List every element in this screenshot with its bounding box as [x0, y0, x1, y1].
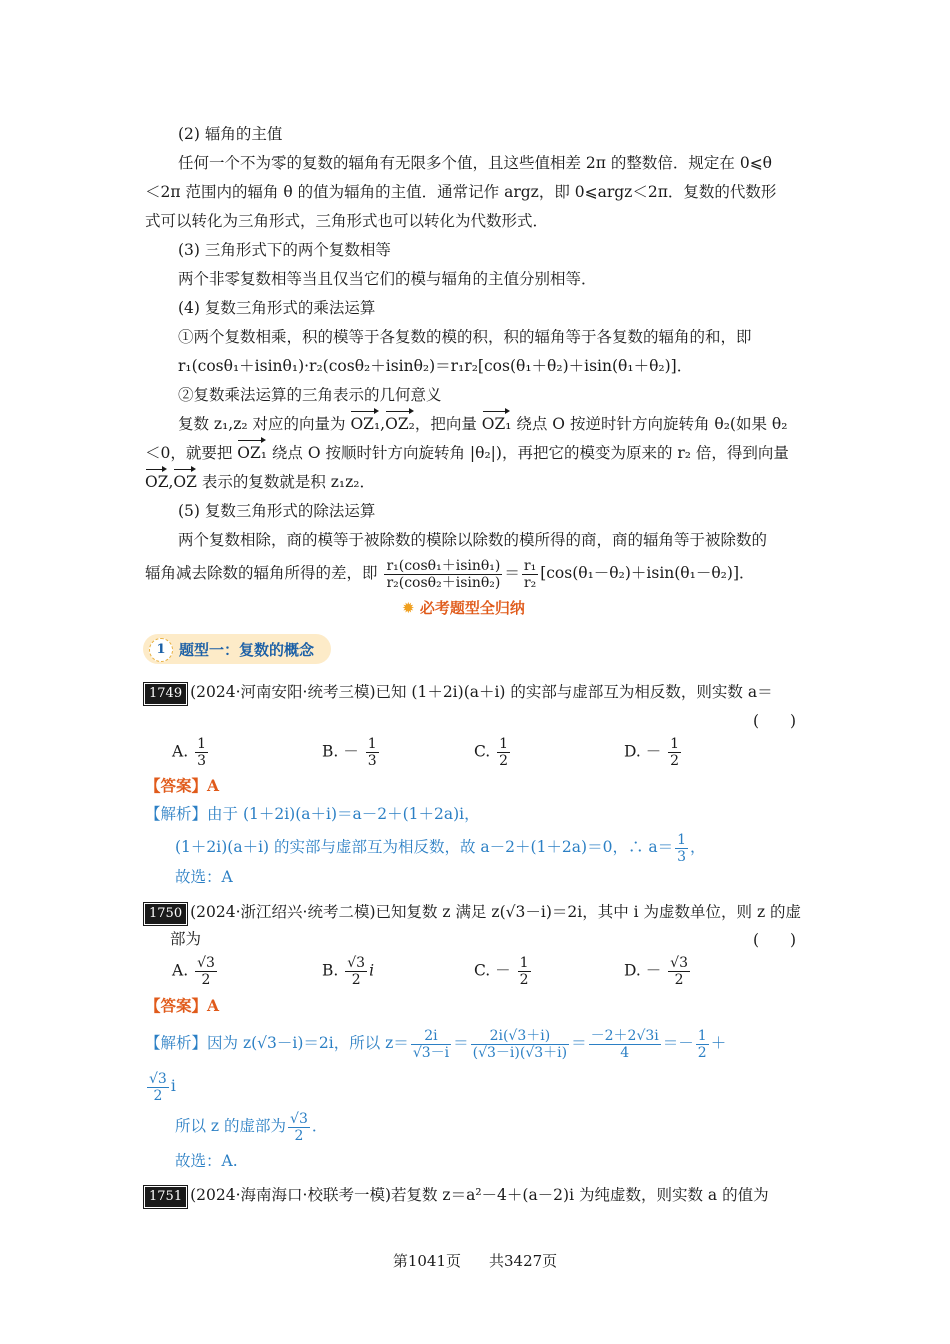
option-fraction — [195, 955, 217, 988]
vector-oz1: OZ₁ — [481, 415, 512, 433]
section-2-para-line2: ＜2π 范围内的辐角 θ 的值为辐角的主值．通常记作 argz，即 0⩽argz＜2π．复数的代数形 — [145, 183, 777, 201]
numerator: √3 — [347, 955, 366, 971]
analysis-fraction — [675, 832, 688, 865]
option-label: D. － — [624, 961, 662, 980]
question-number: 1749 — [145, 684, 186, 704]
sun-icon: ✹ — [402, 599, 415, 617]
question-1751-stem — [145, 1184, 769, 1207]
numerator: √3 — [670, 955, 688, 971]
ratio-fraction — [522, 558, 538, 591]
numerator: 1 — [499, 736, 509, 752]
equals: ＝ — [504, 564, 520, 582]
vector-oz: OZ — [173, 473, 197, 491]
option-fraction — [195, 736, 208, 769]
numerator: r₁(cosθ₁＋isinθ₁) — [386, 557, 501, 574]
option-suffix: i — [369, 961, 375, 980]
option-fraction — [366, 736, 379, 769]
numerator: 1 — [697, 1027, 707, 1044]
fraction-step3 — [589, 1028, 661, 1061]
numerator: √3 — [197, 955, 215, 971]
option-fraction — [668, 736, 681, 769]
section-4-title: (4) 复数三角形式的乘法运算 — [178, 299, 376, 317]
denominator: 3 — [367, 753, 377, 769]
division-fraction — [384, 558, 502, 591]
analysis-label: 【解析】 — [145, 805, 208, 823]
numerator: 1 — [367, 736, 377, 752]
total-pages: 共3427页 — [489, 1252, 558, 1270]
analysis-text: 由于 (1＋2i)(a＋i)＝a－2＋(1＋2a)i， — [207, 805, 480, 823]
section-4-para-line5: OZ,OZ 表示的复数就是积 z₁z₂． — [145, 473, 376, 491]
analysis-fraction — [288, 1111, 310, 1144]
vector-oz1: OZ₁ — [350, 415, 381, 433]
fraction-step2 — [471, 1028, 569, 1061]
analysis-text: ， — [690, 838, 706, 856]
vector-oz2: OZ₂ — [385, 415, 415, 433]
page-number: 第1041页 — [392, 1252, 461, 1270]
fraction-step1 — [411, 1028, 451, 1061]
question-1749-stem — [145, 681, 773, 704]
question-text: (2024·海南海口·校联考一模)若复数 z＝a²－4＋(a－2)i 为纯虚数，则实数 a 的值为 — [190, 1186, 769, 1204]
fraction-step4 — [696, 1028, 709, 1061]
analysis-text: ． — [311, 1117, 328, 1135]
question-text: (2024·河南安阳·统考三模)已知 (1＋2i)(a＋i) 的实部与虚部互为相反数，则实数 a＝ — [190, 683, 773, 701]
analysis-text: ＋ — [710, 1034, 727, 1052]
numerator: √3 — [290, 1110, 308, 1127]
section-4-para-line3: 复数 z₁,z₂ 对应的向量为 OZ₁,OZ₂，把向量 OZ₁ 绕点 O 按逆时针方向旋转角 θ₂(如果 θ₂ — [178, 415, 788, 433]
analysis-label: 【解析】 — [145, 1034, 208, 1052]
option-label: C. － — [474, 961, 511, 980]
numerator: √3 — [149, 1070, 167, 1087]
text: 辐角减去除数的辐角所得的差，即 — [145, 564, 378, 582]
choose-line: 故选：A. — [175, 1152, 238, 1170]
answer-bracket: ( ) — [753, 712, 797, 730]
section-5-para-line1: 两个复数相除，商的模等于被除数的模除以除数的模所得的商，商的辐角等于被除数的 — [178, 531, 768, 549]
question-text: (2024·浙江绍兴·统考二模)已知复数 z 满足 z(√3－i)＝2i，其中 i 为虚数单位，则 z 的虚 — [190, 903, 802, 921]
answer-bracket: ( ) — [753, 931, 797, 949]
text: ，把向量 — [414, 415, 482, 433]
text: 表示的复数就是积 z₁z₂． — [196, 473, 376, 491]
text: [cos(θ₁－θ₂)＋isin(θ₁－θ₂)]． — [540, 564, 755, 582]
option-b — [322, 955, 374, 988]
analysis-line2 — [175, 830, 706, 865]
section-3-para: 两个非零复数相等当且仅当它们的模与辐角的主值分别相等． — [178, 270, 597, 288]
section-2-title: (2) 辐角的主值 — [178, 125, 283, 143]
question-number: 1751 — [145, 1187, 186, 1207]
denominator: √3－i — [412, 1044, 450, 1061]
type-number: 1 — [149, 638, 173, 662]
option-a — [172, 955, 219, 988]
vector-oz: OZ — [145, 473, 169, 491]
numerator: r₁ — [523, 557, 537, 574]
section-4-para-line1: ①两个复数相乘，积的模等于各复数的模的积，积的辐角等于各复数的辐角的和，即 — [178, 328, 752, 346]
denominator: 2 — [153, 1087, 163, 1104]
option-c — [474, 736, 512, 769]
analysis-text: i — [170, 1077, 176, 1095]
numerator: 2i — [411, 1028, 451, 1045]
denominator: 2 — [201, 972, 211, 988]
section-4-para-line4 — [145, 442, 789, 464]
denominator: 2 — [674, 972, 684, 988]
option-a — [172, 736, 210, 769]
denominator: 4 — [620, 1044, 630, 1061]
option-label: D. － — [624, 742, 662, 761]
section-5-title: (5) 复数三角形式的除法运算 — [178, 502, 376, 520]
analysis-text: 因为 z(√3－i)＝2i，所以 z＝ — [207, 1034, 409, 1052]
numerator: 1 — [519, 955, 529, 971]
section-4-formula: r₁(cosθ₁＋isinθ₁)·r₂(cosθ₂＋isinθ₂)＝r₁r₂[cos(θ₁＋θ₂)＋isin(θ₁＋θ₂)]． — [178, 357, 693, 375]
question-1750-stem2: 部为 — [170, 930, 202, 948]
text: 绕点 O 按顺时针方向旋转角 |θ₂|)，再把它的模变为原来的 r₂ 倍，得到向量 — [267, 444, 789, 462]
section-5-para-line2 — [145, 556, 755, 591]
page-footer — [0, 1250, 950, 1271]
analysis-line1: 【解析】因为 z(√3－i)＝2i，所以 z＝ $\frac{2i}{√3-i}$ ＝ $\frac{2i(√3+i)}{(√3-i)(√3+i)}$ ＝ $\frac{-2+2√3i}{4}$ ＝－ $\frac{1}{2}$ ＋ — [145, 1027, 727, 1061]
section-4-para-line2: ②复数乘法运算的三角表示的几何意义 — [178, 386, 442, 404]
option-label: A. — [172, 742, 189, 761]
analysis-text: (1＋2i)(a＋i) 的实部与虚部互为相反数，故 a－2＋(1＋2a)＝0，∴ a＝ — [175, 838, 674, 856]
option-label: B. － — [322, 742, 359, 761]
numerator: 2i(√3＋i) — [471, 1028, 569, 1045]
question-1750-stem — [145, 901, 801, 924]
option-b — [322, 736, 381, 769]
vector-oz1: OZ₁ — [237, 444, 267, 462]
section-2-para-line3: 式可以转化为三角形式，三角形式也可以转化为代数形式． — [145, 212, 549, 230]
option-label: C. — [474, 742, 491, 761]
option-fraction — [668, 955, 690, 988]
denominator: 2 — [499, 753, 509, 769]
denominator: 2 — [670, 753, 680, 769]
denominator: (√3－i)(√3＋i) — [472, 1044, 568, 1061]
text: ＜0，就要把 — [145, 444, 238, 462]
answer-label: 【答案】A — [145, 996, 220, 1015]
analysis-line1 — [145, 803, 480, 825]
option-d — [624, 736, 683, 769]
option-d — [624, 955, 692, 988]
denominator: 2 — [697, 1044, 707, 1061]
numerator: 1 — [197, 736, 206, 752]
choose-line: 故选：A — [175, 868, 233, 886]
option-fraction — [345, 955, 367, 988]
question-type-badge — [143, 634, 331, 664]
numerator: －2＋2√3i — [590, 1027, 659, 1044]
analysis-text: 所以 z 的虚部为 — [175, 1117, 287, 1135]
denominator: 2 — [294, 1127, 304, 1144]
section-2-para-line1: 任何一个不为零的复数的辐角有无限多个值，且这些值相差 2π 的整数倍．规定在 0⩽θ — [178, 154, 773, 172]
option-fraction — [518, 955, 531, 988]
denominator: r₂ — [523, 574, 537, 591]
section-3-title: (3) 三角形式下的两个复数相等 — [178, 241, 391, 259]
numerator: 1 — [677, 831, 687, 848]
denominator: 2 — [351, 972, 361, 988]
option-c — [474, 955, 533, 988]
option-label: B. — [322, 961, 339, 980]
option-fraction — [497, 736, 510, 769]
denominator: 3 — [197, 753, 206, 769]
analysis-text: ＝－ — [662, 1034, 694, 1052]
text: 绕点 O 按逆时针方向旋转角 θ₂(如果 θ₂ — [511, 415, 788, 433]
section-banner — [402, 597, 525, 618]
denominator: r₂(cosθ₂＋isinθ₂) — [386, 574, 501, 591]
numerator: 1 — [670, 736, 680, 752]
text: 复数 z₁,z₂ 对应的向量为 — [178, 415, 351, 433]
analysis-line3 — [175, 1108, 327, 1144]
answer-label: 【答案】A — [145, 776, 220, 795]
question-number: 1750 — [145, 904, 186, 924]
type-label: 题型一：复数的概念 — [179, 641, 315, 659]
analysis-line2 — [145, 1068, 176, 1104]
denominator: 2 — [519, 972, 529, 988]
option-label: A. — [172, 961, 189, 980]
denominator: 3 — [677, 848, 687, 865]
banner-text: 必考题型全归纳 — [419, 599, 525, 617]
analysis-fraction — [147, 1071, 169, 1104]
